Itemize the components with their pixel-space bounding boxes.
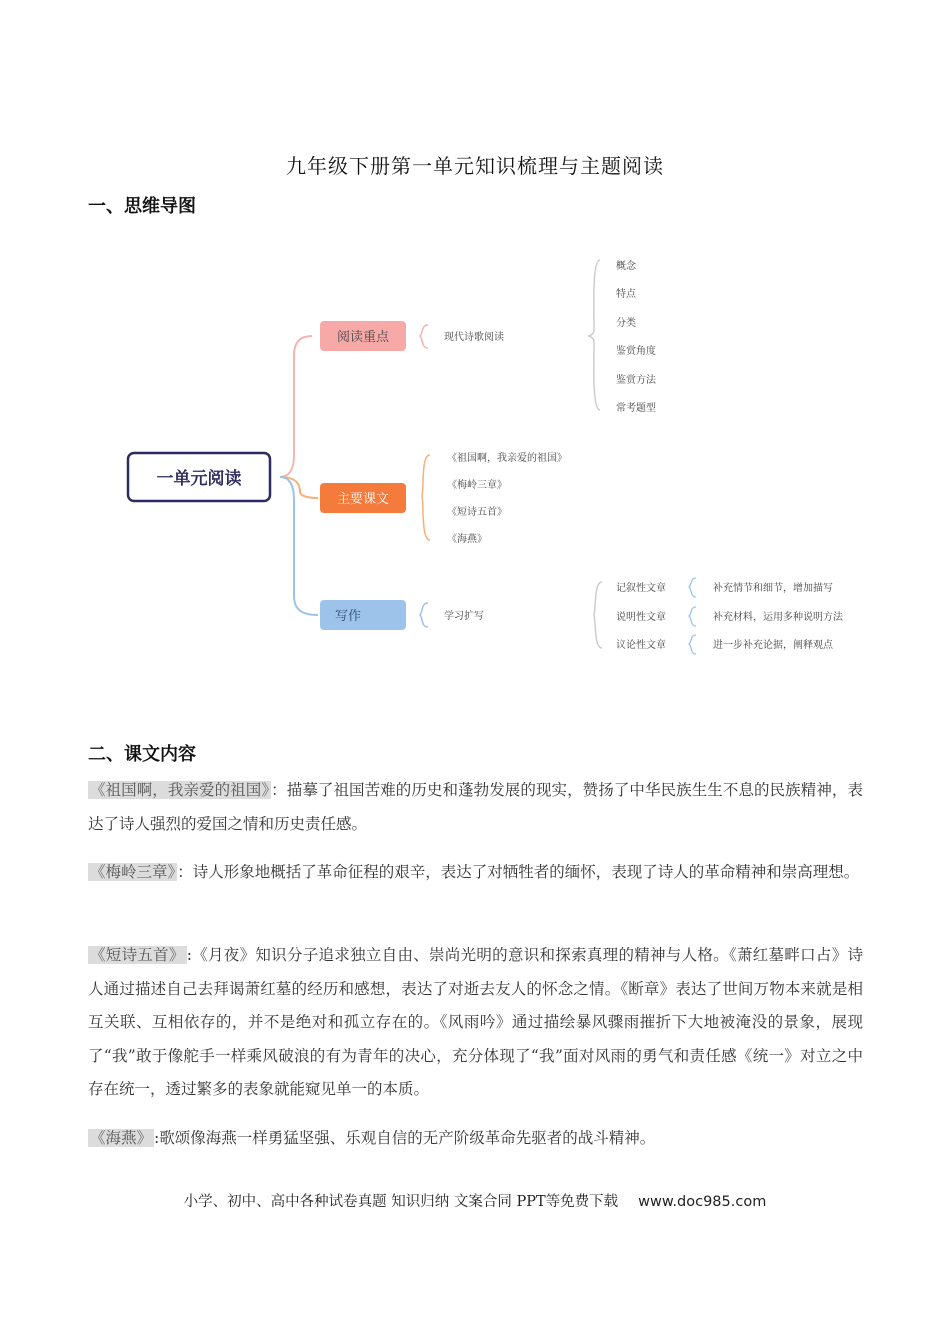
lesson-title: 《梅岭三章》 [90, 863, 176, 881]
section-heading-content: 二、课文内容 [88, 744, 196, 765]
lesson-paragraph [88, 774, 863, 841]
branch-writing [320, 600, 406, 630]
sub-modern-poetry: 现代诗歌阅读 [444, 332, 504, 343]
writing-type: 记叙性文章 [616, 583, 666, 594]
reading-item: 常考题型 [616, 403, 656, 414]
connector-reading-focus [280, 336, 312, 477]
document-title: 九年级下册第一单元知识梳理与主题阅读 [286, 154, 664, 178]
writing-method: 补充材料，运用多种说明方法 [713, 612, 843, 623]
reading-item: 概念 [616, 261, 636, 272]
lesson-paragraph [88, 856, 863, 890]
writing-type: 说明性文章 [616, 612, 666, 623]
lesson-paragraph [88, 939, 863, 1107]
brace-reading-focus [420, 325, 428, 348]
lesson-paragraph [88, 1122, 863, 1156]
brace-writing-row [689, 635, 696, 654]
main-text-item: 《祖国啊，我亲爱的祖国》 [447, 453, 567, 464]
lesson-summary: 《月夜》知识分子追求独立自由、崇尚光明的意识和探索真理的精神与人格。《萧红墓畔口占》诗人通过描述自己去拜谒萧红墓的经历和感想，表达了对逝去友人的怀念之情。《断章》表达了世间万物本来就是相互关联、互相依存的，并不是绝对和孤立存在的。《风雨吟》通过描绘暴风骤雨摧折下大地被淹没的景象，展现了“我”敢于像舵手一样乘风破浪的有为青年的决心，充分体现了“我”面对风雨的勇气和责任感《统一》对立之中存在统一，透过繁多的表象就能窥见单一的本质。 [88, 946, 863, 1098]
reading-item: 鉴赏角度 [616, 346, 656, 357]
mindmap-root-label: 一单元阅读 [156, 469, 242, 489]
lesson-separator: ： [271, 781, 287, 799]
brace-writing-row [689, 578, 696, 597]
writing-method: 补充情节和细节，增加描写 [713, 583, 833, 594]
main-text-item: 《短诗五首》 [447, 507, 507, 518]
brace-reading-items [588, 260, 600, 410]
main-text-item: 《梅岭三章》 [447, 480, 507, 491]
writing-method: 进一步补充论据，阐释观点 [713, 640, 833, 651]
reading-item: 分类 [616, 318, 636, 329]
connector-main-texts [280, 477, 318, 498]
lesson-title: 《祖国啊，我亲爱的祖国》 [90, 781, 270, 799]
section-heading-mindmap: 一、思维导图 [88, 196, 196, 217]
lesson-summary: 描摹了祖国苦难的历史和蓬勃发展的现实，赞扬了中华民族生生不息的民族精神，表达了诗人强烈的爱国之情和历史责任感。 [88, 781, 863, 833]
writing-type: 议论性文章 [616, 640, 666, 651]
lesson-separator: : [186, 946, 192, 964]
footer-text: 小学、初中、高中各种试卷真题 知识归纳 文案合同 PPT等免费下载 [183, 1194, 619, 1210]
brace-writing [420, 603, 428, 627]
reading-item: 特点 [616, 289, 636, 300]
brace-writing-row [689, 607, 696, 626]
branch-writing-label: 写作 [334, 609, 362, 624]
mind-map [0, 230, 950, 720]
sub-expansion-writing: 学习扩写 [444, 611, 484, 622]
lesson-separator: ： [177, 863, 193, 881]
lesson-summary: 歌颂像海燕一样勇猛坚强、乐观自信的无产阶级革命先驱者的战斗精神。 [159, 1129, 656, 1147]
reading-item: 鉴赏方法 [616, 375, 656, 386]
branch-main-texts-label: 主要课文 [336, 492, 390, 507]
lesson-separator: : [154, 1129, 160, 1147]
branch-reading-focus-label: 阅读重点 [336, 330, 390, 345]
lesson-title: 《短诗五首》 [90, 946, 185, 964]
brace-writing-types [594, 582, 602, 648]
lesson-title: 《海燕》 [90, 1129, 153, 1147]
footer-site-link[interactable]: www.doc985.com [638, 1194, 767, 1210]
main-text-item: 《海燕》 [447, 534, 487, 545]
brace-main-texts [422, 455, 430, 540]
page-footer [0, 1190, 950, 1211]
lesson-summary: 诗人形象地概括了革命征程的艰辛，表达了对牺牲者的缅怀，表现了诗人的革命精神和崇高理想。 [192, 863, 860, 881]
